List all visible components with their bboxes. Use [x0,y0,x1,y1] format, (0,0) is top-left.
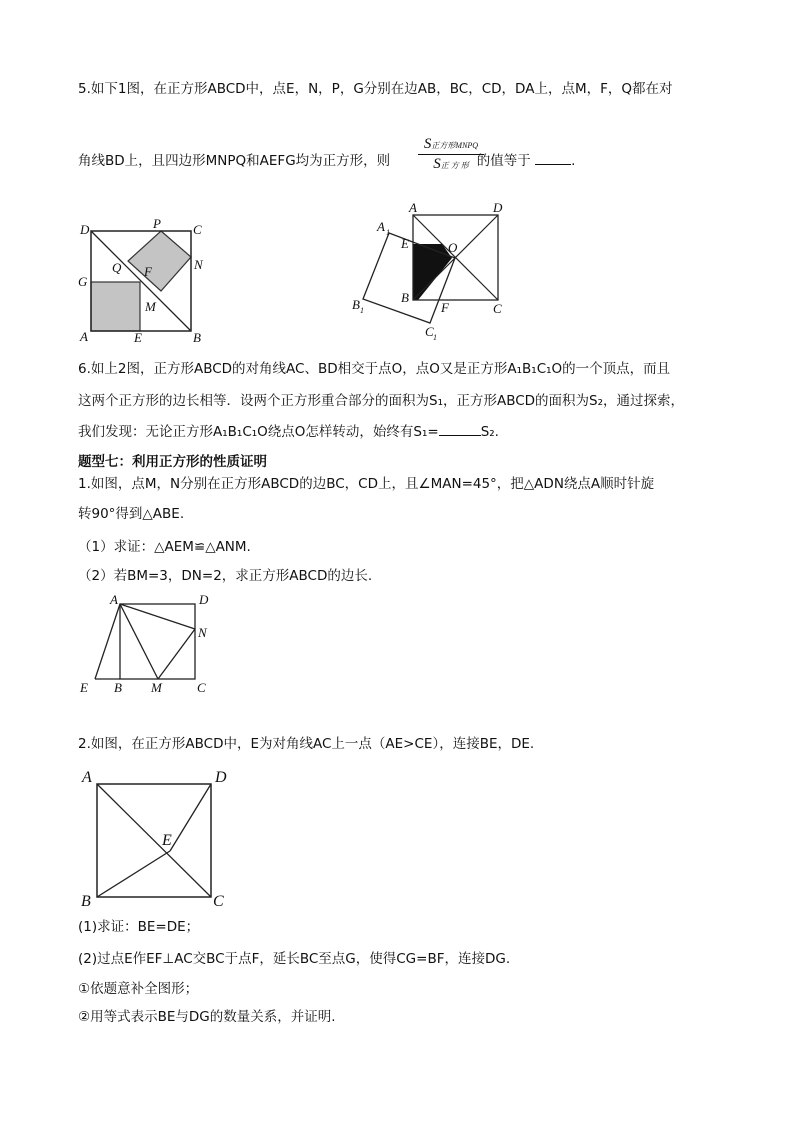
label-E: E [80,680,88,695]
q6-line2: 这两个正方形的边长相等．设两个正方形重合部分的面积为S₁，正方形ABCD的面积为S₂，通过探索， [78,393,685,409]
label-C: C [493,301,502,316]
label-Q: Q [112,260,122,275]
section-7-title: 题型七：利用正方形的性质证明 [78,454,267,470]
q6-line1: 6.如上2图，正方形ABCD的对角线AC、BD相交于点O，点O又是正方形A₁B₁C₁O的一个顶点，而且 [78,361,671,377]
q6-line3-b: S₂. [480,424,499,440]
label-F: F [441,300,449,315]
label-O: O [448,240,458,255]
segment-de [170,784,211,851]
label-B: B [401,290,409,305]
q5-line2-a: 角线BD上，且四边形MNPQ和AEFG均为正方形，则 [78,153,391,169]
p1-line1: 1.如图，点M，N分别在正方形ABCD的边BC，CD上，且∠MAN=45°，把△ADN绕点A顺时针旋 [78,476,655,492]
label-M: M [151,680,162,695]
q5-line2-end: . [571,153,576,169]
label-A: A [82,769,92,786]
label-E: E [401,236,409,251]
label-D: D [80,222,90,237]
label-B: B [114,680,122,695]
label-B: B [193,330,201,345]
label-C1-sub: 1 [433,333,437,342]
label-E: E [134,330,142,345]
segment-be [97,851,170,897]
p1-line2: 转90°得到△ABE. [78,506,185,522]
fraction-numerator: S正方形MNPQ [423,136,479,152]
p2-part2: (2)过点E作EF⊥AC交BC于点F，延长BC至点G，使得CG=BF，连接DG. [78,951,511,967]
label-C: C [193,222,202,237]
fraction-denominator: S正 方 形 [433,156,469,172]
q6-line3-a: 我们发现：无论正方形A₁B₁C₁O绕点O怎样转动，始终有S₁= [78,424,439,440]
label-A: A [80,329,88,344]
label-N: N [194,257,203,272]
label-C1: C [425,324,434,339]
label-G: G [78,274,88,289]
label-C: C [197,680,206,695]
label-B1-sub: 1 [360,306,364,315]
p2-sub1: ①依题意补全图形； [78,981,199,997]
label-N: N [198,625,207,640]
label-D: D [199,592,209,607]
q5-line2-b: 的值等于 [476,153,531,169]
p2-line1: 2.如图，在正方形ABCD中，E为对角线AC上一点（AE>CE），连接BE，DE. [78,736,535,752]
label-F: F [144,264,152,279]
p1-part1: （1）求证：△AEM≌△ANM. [78,539,251,555]
p2-sub2: ②用等式表示BE与DG的数量关系，并证明. [78,1009,336,1025]
label-C: C [213,893,224,910]
label-D: D [215,769,227,786]
label-B: B [81,893,91,910]
label-E: E [162,832,172,849]
label-A1-sub: 1 [386,228,390,237]
q5-line1: 5.如下1图，在正方形ABCD中，点E，N，P，G分别在边AB，BC，CD，DA上，点M，F，Q都在对 [78,81,673,97]
label-A1: A [377,219,385,234]
p2-part1: (1)求证：BE=DE； [78,919,200,935]
label-A: A [110,592,118,607]
label-M: M [145,299,156,314]
diagonal-ac [97,784,211,897]
p1-part2: （2）若BM=3，DN=2，求正方形ABCD的边长. [78,568,373,584]
label-D: D [493,200,503,215]
label-P: P [153,216,161,231]
label-B1: B [352,297,360,312]
label-A: A [409,200,417,215]
